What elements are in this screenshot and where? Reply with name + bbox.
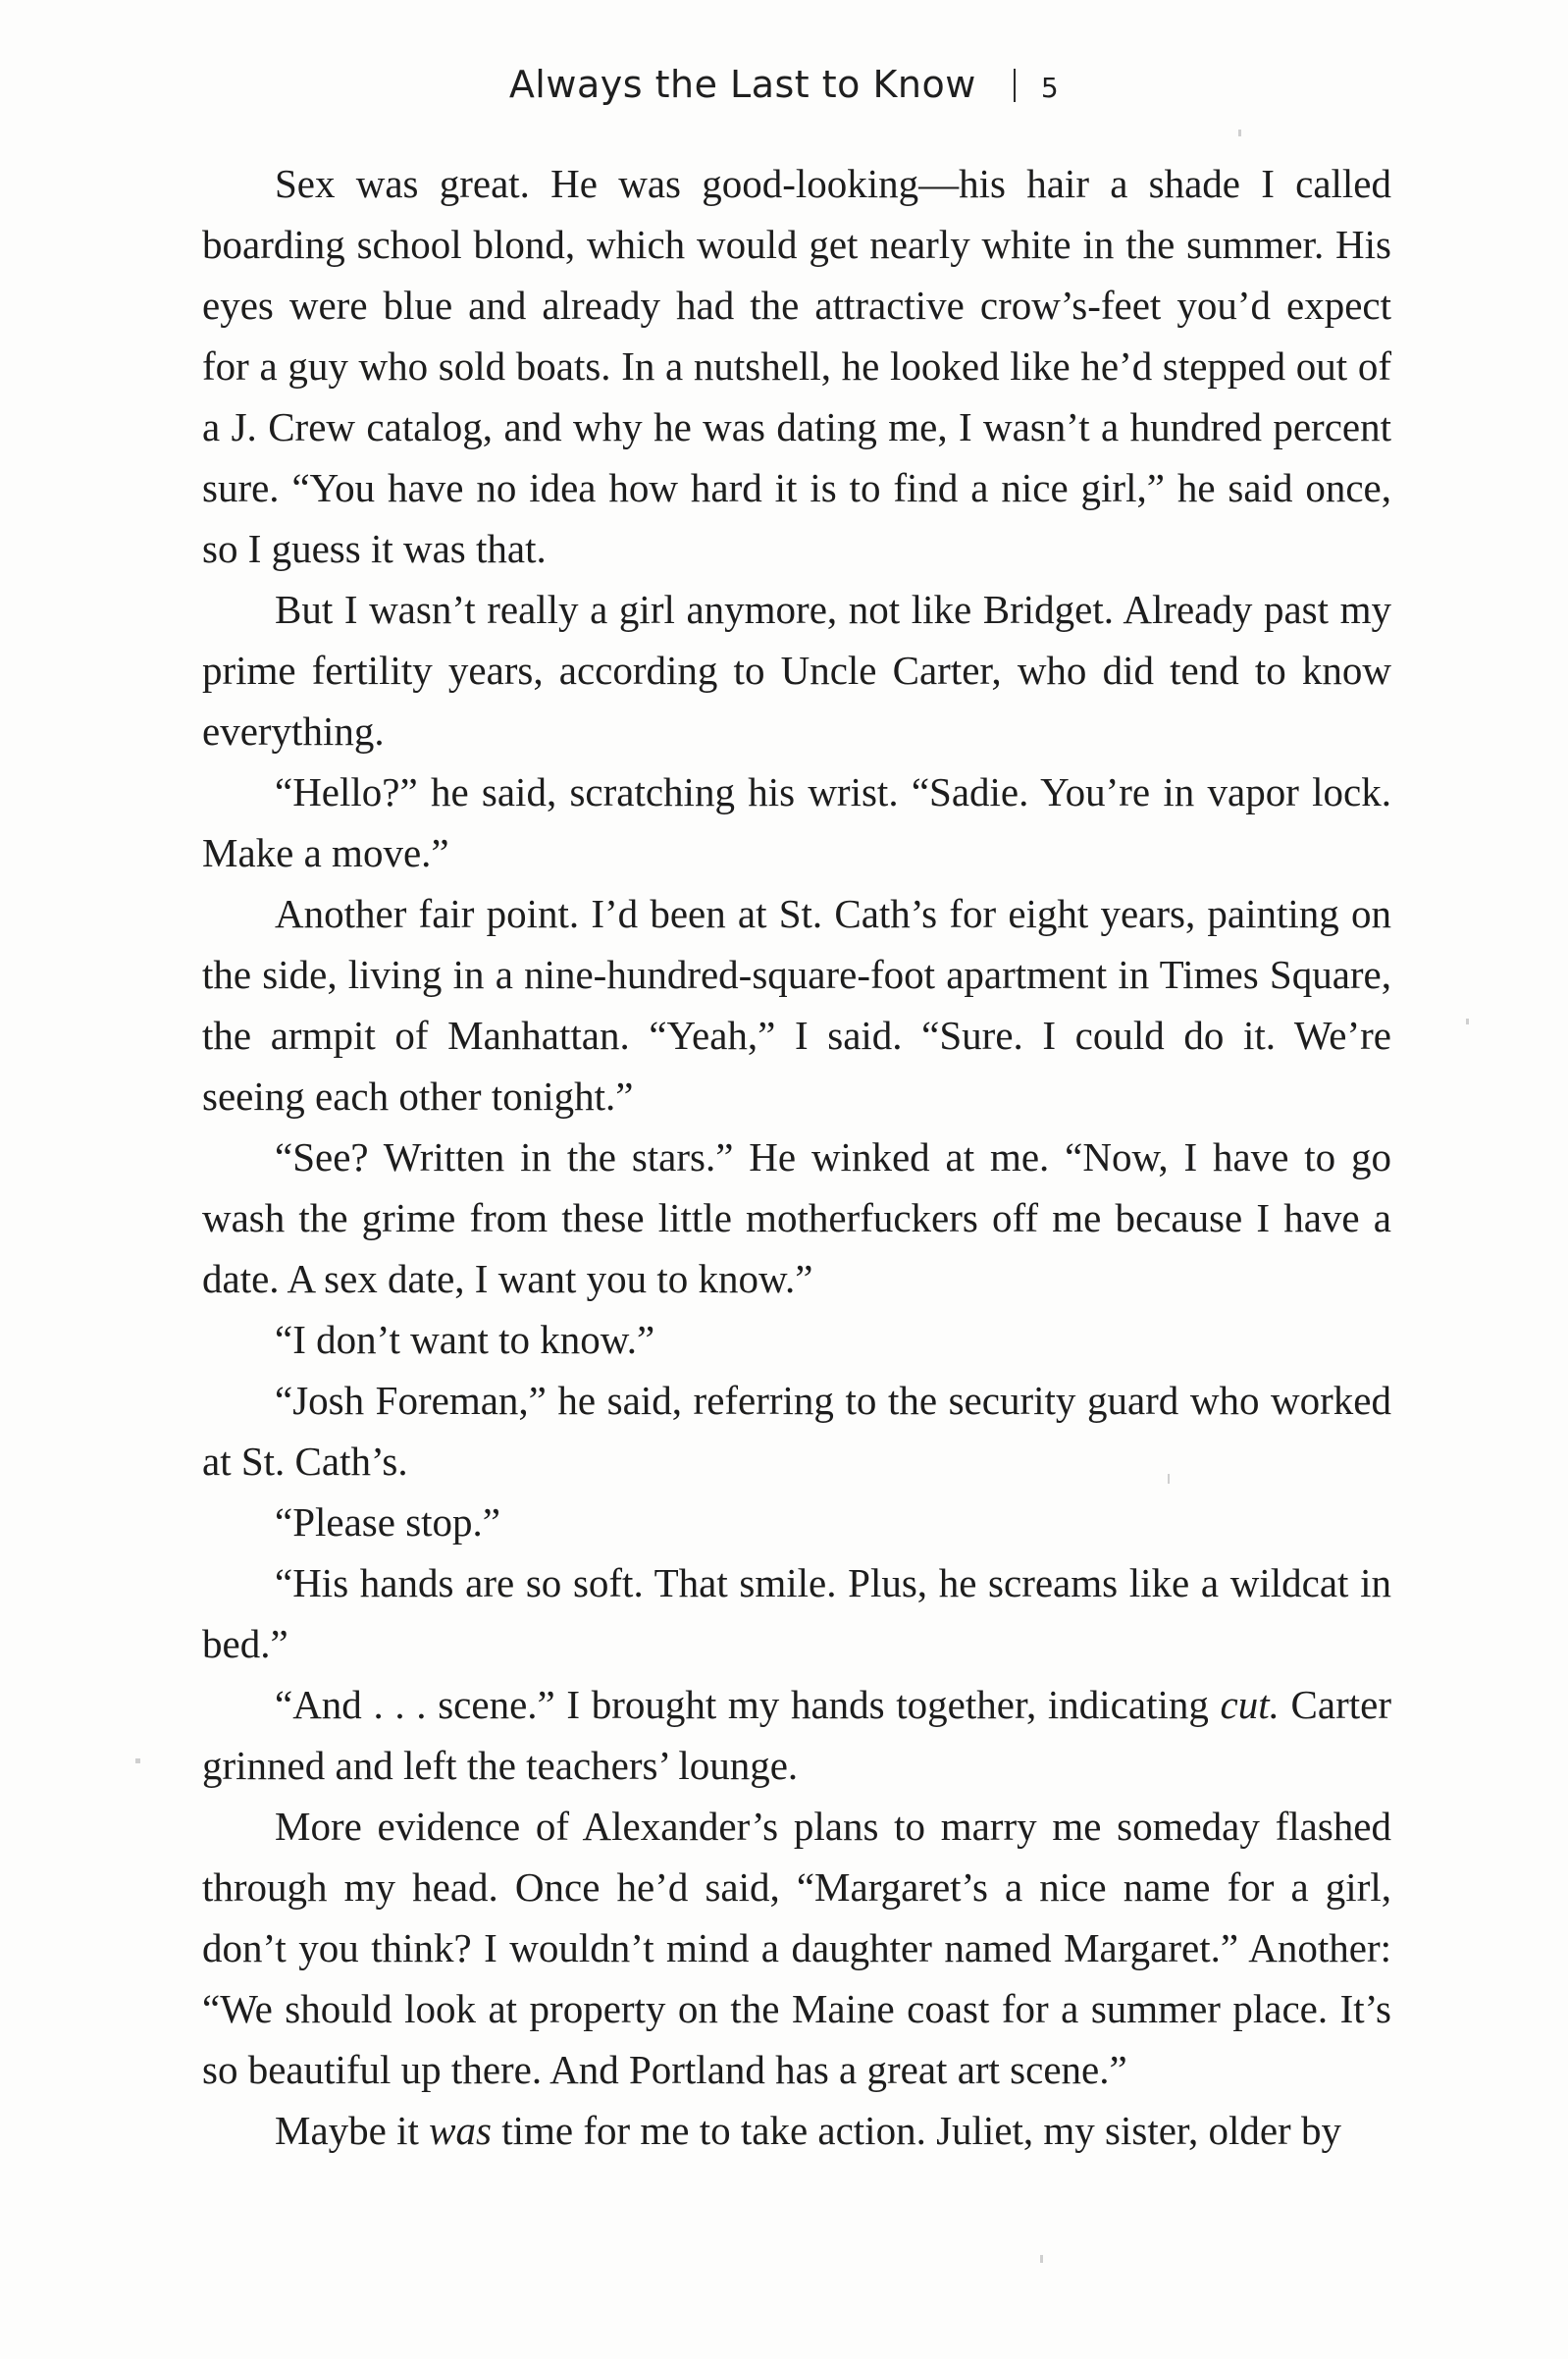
paragraph-text: “And . . . scene.” I brought my hands together, indicating [275, 1682, 1221, 1727]
paragraph: “See? Written in the stars.” He winked at me. “Now, I have to go wash the grime from these little motherfuckers off me because I have a date. A sex date, I want you to know.” [202, 1134, 1391, 1301]
paragraph-text: time for me to take action. Juliet, my sister, older by [491, 2108, 1341, 2153]
scan-speck [1168, 1474, 1170, 1484]
scan-speck [1238, 130, 1241, 136]
paragraph: “Josh Foreman,” he said, referring to the security guard who worked at St. Cath’s. [202, 1378, 1391, 1484]
running-head [0, 63, 1568, 106]
scan-speck [135, 1758, 140, 1763]
italic-text: was [429, 2108, 492, 2153]
paragraph-text: Carter grinned and left the teachers’ lounge. [202, 1682, 1391, 1788]
paragraph [202, 1674, 1391, 1796]
scan-speck [1040, 2255, 1043, 2263]
paragraph: Another fair point. I’d been at St. Cath’s for eight years, painting on the side, living in a nine-hundred-square-foot apartment in Times Square, the armpit of Manhattan. “Yeah,” I said. “Sure. I could do it. We’re seeing each other tonight.” [202, 891, 1391, 1119]
scan-speck [1466, 1019, 1469, 1024]
body-text [202, 153, 1391, 2161]
paragraph-text: Maybe it [275, 2108, 430, 2153]
paragraph: Sex was great. He was good-looking—his hair a shade I called boarding school blond, which would get nearly white in the summer. His eyes were blue and already had the attractive crow’s-feet you’d expect for a guy who sold boats. In a nutshell, he looked like he’d stepped out of a J. Crew catalog, and why he was dating me, I wasn’t a hundred percent sure. “You have no idea how hard it is to find a nice girl,” he said once, so I guess it was that. [202, 161, 1391, 571]
book-title: Always the Last to Know [508, 63, 976, 106]
paragraph: “His hands are so soft. That smile. Plus, he screams like a wildcat in bed.” [202, 1560, 1391, 1666]
paragraph: “Please stop.” [275, 1499, 500, 1545]
paragraph: “Hello?” he said, scratching his wrist. “Sadie. You’re in vapor lock. Make a move.” [202, 769, 1391, 875]
paragraph [202, 2100, 1391, 2161]
paragraph: More evidence of Alexander’s plans to marry me someday flashed through my head. Once he’d said, “Margaret’s a nice name for a girl, don’t you think? I wouldn’t mind a daughter named Margaret.” Another: “We should look at property on the Maine coast for a summer place. It’s so beautiful up there. And Portland has a great art scene.” [202, 1804, 1391, 2092]
page-number: 5 [1040, 72, 1060, 104]
header-separator [1014, 69, 1016, 102]
paragraph: But I wasn’t really a girl anymore, not like Bridget. Already past my prime fertility years, according to Uncle Carter, who did tend to know everything. [202, 587, 1391, 754]
paragraph: “I don’t want to know.” [275, 1317, 655, 1362]
italic-text: cut. [1220, 1682, 1280, 1727]
